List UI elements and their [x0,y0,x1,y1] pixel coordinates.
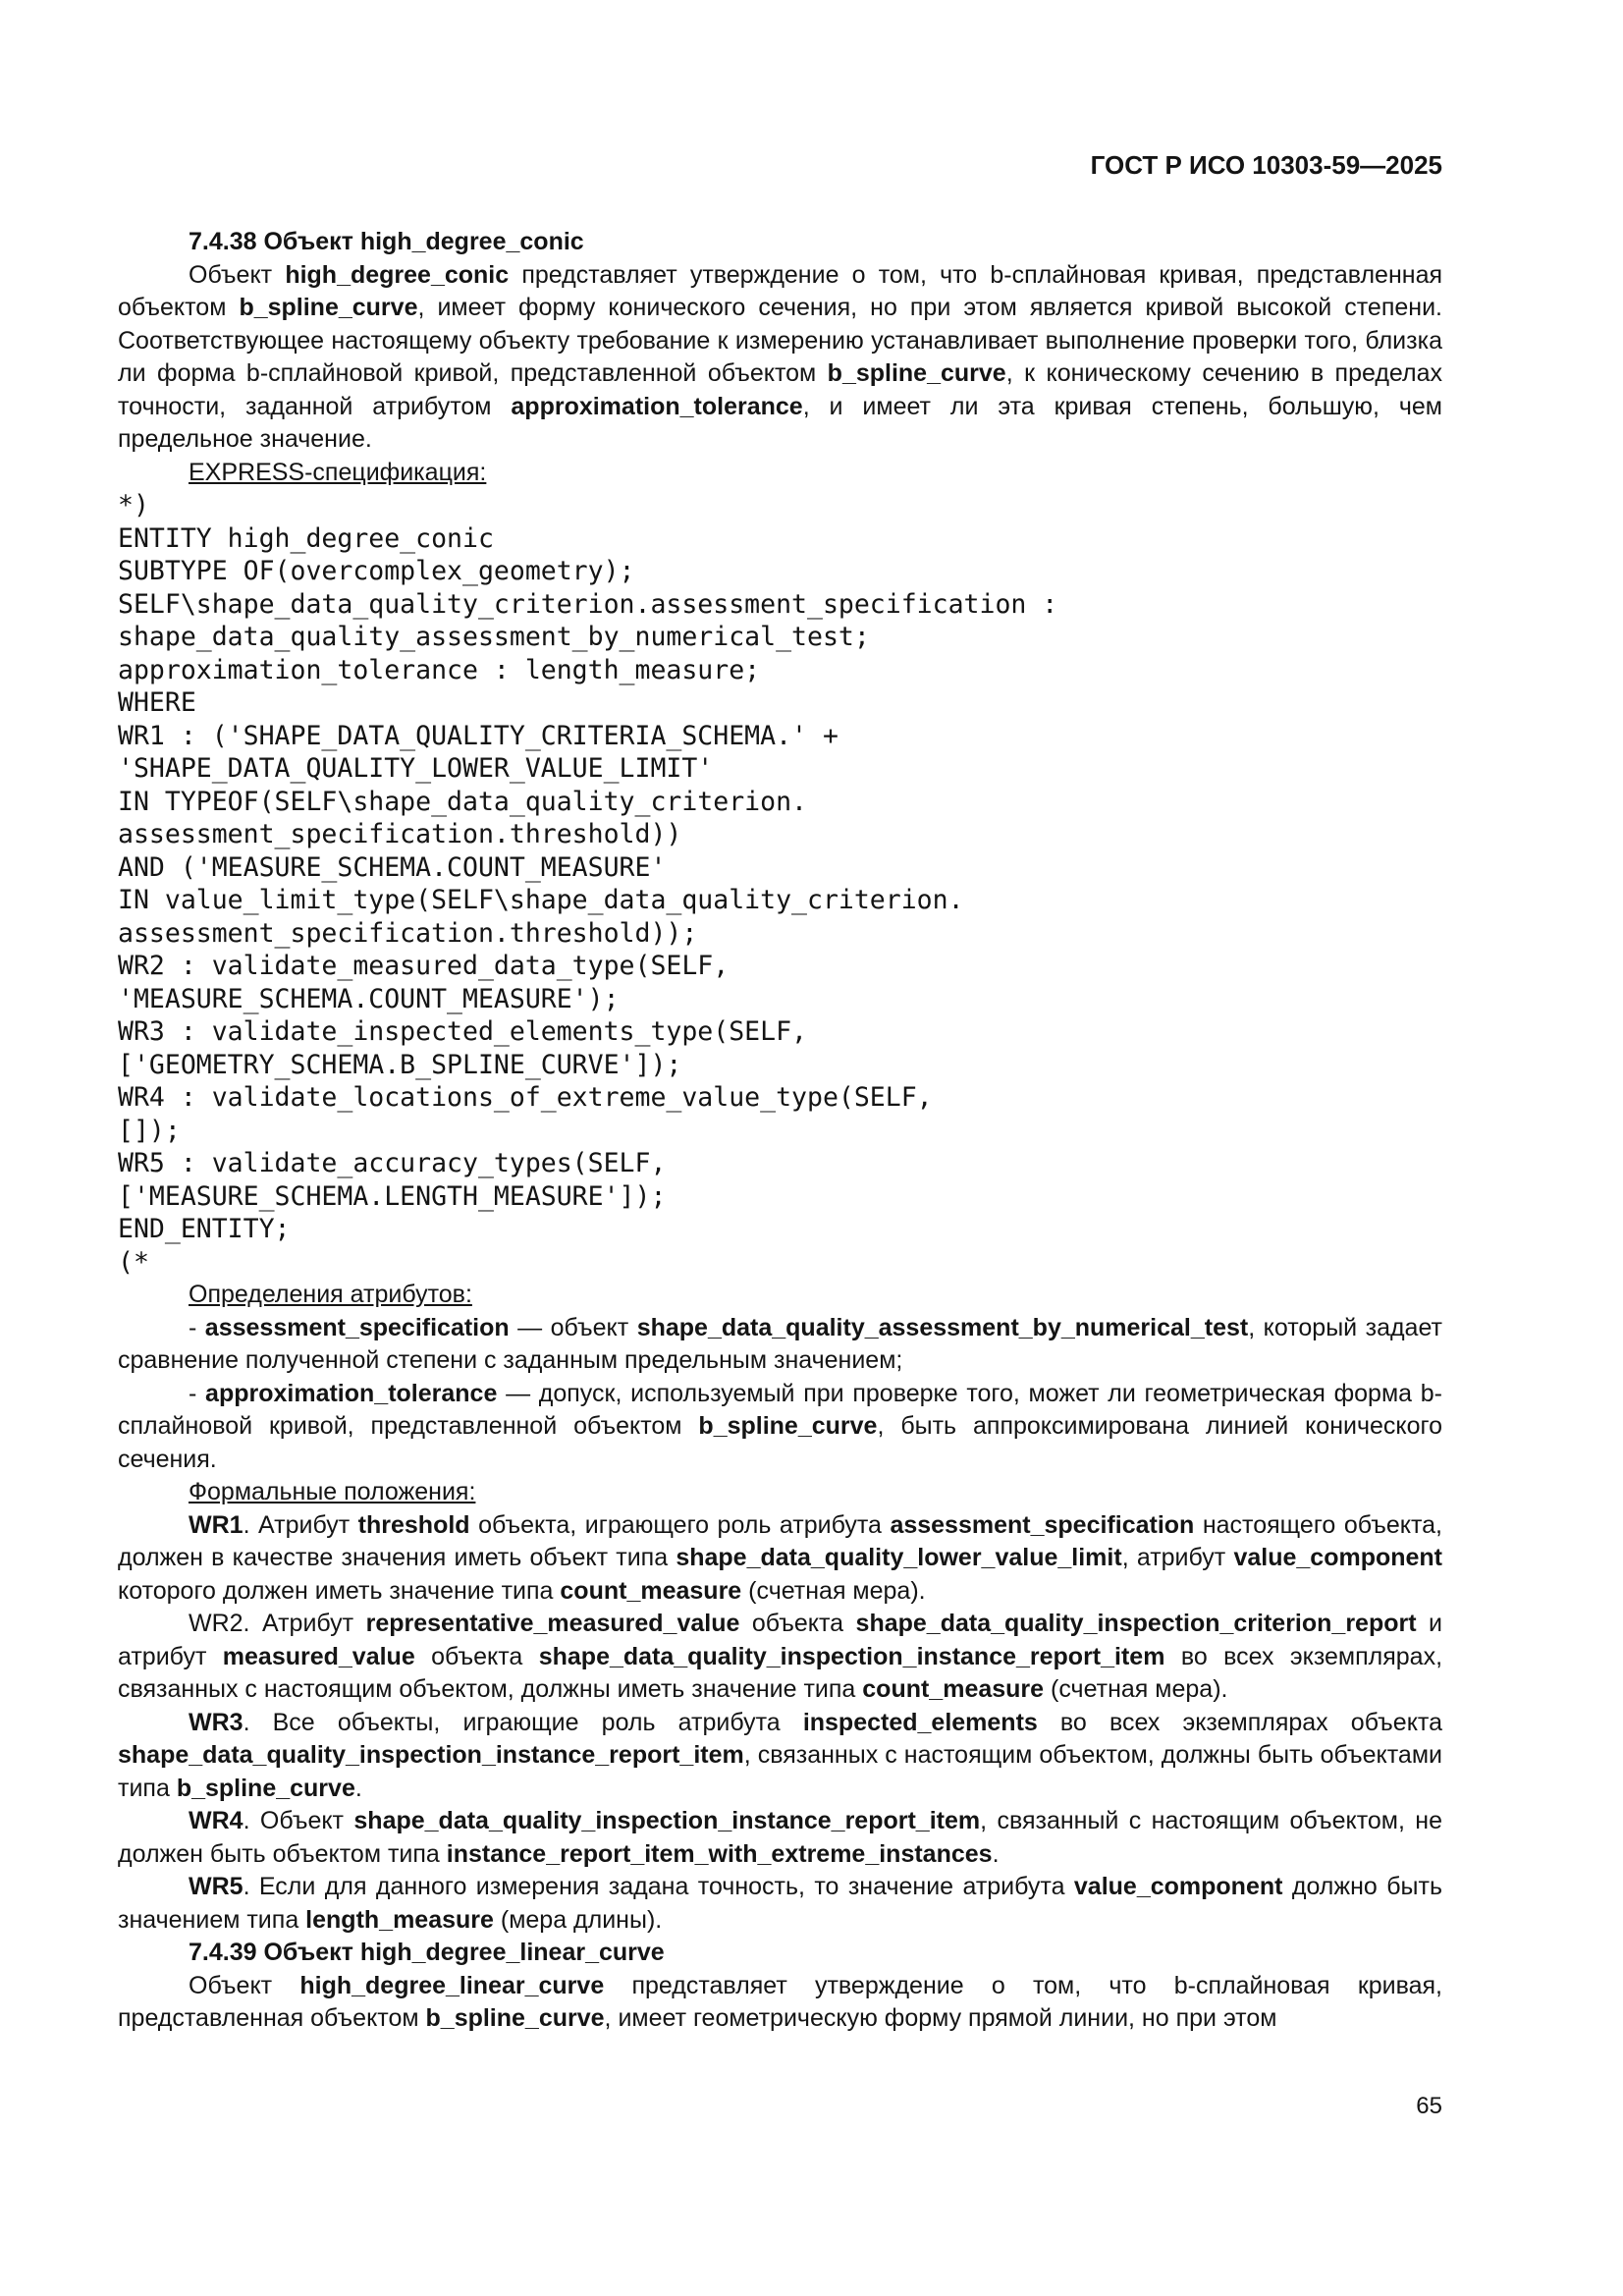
bold-term: value_component [1073,1873,1283,1900]
code-line: *) [118,490,149,520]
code-line: WR3 : validate_inspected_elements_type(SELF, [118,1016,807,1047]
text-run: . Если для данного измерения задана точность, то значение атрибута [243,1873,1074,1900]
bold-term: WR4 [189,1807,243,1834]
text-run: — допуск, используемый при проверке того, может ли геометрическая форма b-сплайновой кривой, представленной объектом [118,1379,1442,1440]
subsection-label [118,1476,1442,1509]
code-line: AND ('MEASURE_SCHEMA.COUNT_MEASURE' [118,851,667,883]
paragraph [118,1608,1442,1707]
bold-term: approximation_tolerance [511,392,803,420]
code-line: WR4 : validate_locations_of_extreme_value_type(SELF, [118,1082,933,1113]
text-run: и атрибут [118,1610,1442,1670]
underlined-label: EXPRESS-спецификация: [189,458,487,486]
document-header: ГОСТ Р ИСО 10303-59—2025 [1090,150,1442,180]
paragraph [118,1509,1442,1609]
text-run: . [354,1774,362,1802]
text-run: , и имеет ли эта кривая степень, большую, чем предельное значение. [118,392,1442,453]
text-run: . [992,1839,1000,1868]
bold-term: representative_measured_value [365,1610,740,1637]
text-run: должно быть значением типа [118,1873,1442,1934]
bold-term: threshold [357,1510,470,1539]
text-run: которого должен иметь значение типа [118,1576,561,1605]
page-number: 65 [1416,2093,1442,2119]
bold-term: assessment_specification [890,1510,1195,1539]
bold-term: count_measure [560,1576,742,1605]
code-line: []); [118,1115,181,1146]
bold-term: shape_data_quality_inspection_criterion_report [855,1610,1417,1637]
bold-term: shape_data_quality_assessment_by_numerical_test [636,1313,1249,1341]
bold-term: measured_value [222,1642,415,1670]
code-line: shape_data_quality_assessment_by_numerical_test; [118,622,870,652]
code-line: assessment_specification.threshold)); [118,917,698,949]
text-run: . Объект [243,1807,354,1834]
bold-term: b_spline_curve [176,1774,355,1802]
text-run: , имеет форму конического сечения, но при этом является кривой высокой степени. Соответствующее настоящему объекту требование к измерению устанавливает выполнение проверки того, близка ли форма b-сплайновой кривой, представленной объектом [118,294,1442,387]
subsection-label [118,1279,1442,1312]
code-line: END_ENTITY; [118,1214,291,1244]
text-run: Объект [189,1971,300,1999]
code-line: WR1 : ('SHAPE_DATA_QUALITY_CRITERIA_SCHEMA.' + [118,720,839,751]
text-run: представляет утверждение о том, что b-сплайновая кривая, представленная объектом [118,1971,1443,2032]
section-heading: 7.4.38 Объект high_degree_conic [189,228,584,255]
paragraph [118,1970,1442,2036]
text-run: Объект [189,260,286,289]
bold-term: WR1 [189,1510,243,1539]
bold-term: instance_report_item_with_extreme_instances [446,1839,993,1868]
text-run: WR2. Атрибут [189,1610,366,1637]
bold-term: assessment_specification [204,1313,510,1341]
text-run: настоящего объекта, должен в качестве значения иметь объект типа [118,1510,1442,1571]
bold-term: value_component [1233,1544,1443,1571]
bold-term: b_spline_curve [239,294,418,321]
underlined-label: Формальные положения: [189,1478,476,1505]
text-run: . Все объекты, играющие роль атрибута [243,1708,803,1736]
text-run: (счетная мера). [741,1576,926,1605]
bold-term: inspected_elements [802,1708,1038,1736]
paragraph [118,1871,1442,1937]
text-run: - [189,1313,205,1341]
express-code-block [118,489,1442,1279]
code-line: 'SHAPE_DATA_QUALITY_LOWER_VALUE_LIMIT' [118,753,714,784]
text-run: объекта [414,1642,539,1670]
text-run: представляет утверждение о том, что b-сплайновая кривая, представленная объектом [118,260,1443,321]
text-run: во всех экземплярах объекта [1037,1708,1442,1736]
code-line: assessment_specification.threshold)) [118,819,682,849]
text-run: , связанных с настоящим объектом, должны быть объектами типа [118,1741,1442,1802]
text-run: , имеет геометрическую форму прямой линии, но при этом [604,2004,1277,2032]
text-run: объекта, играющего роль атрибута [469,1510,891,1539]
paragraph [118,1707,1442,1806]
bold-term: b_spline_curve [425,2004,605,2032]
bold-term: high_degree_conic [285,260,510,289]
code-line: (* [118,1246,149,1278]
bold-term: high_degree_linear_curve [299,1971,605,1999]
text-run: , к коническому сечению в пределах точности, заданной атрибутом [118,359,1442,420]
paragraph [118,1805,1442,1871]
text-run: объекта [739,1610,856,1637]
code-line: WR5 : validate_accuracy_types(SELF, [118,1148,667,1178]
text-run: , атрибут [1121,1544,1234,1571]
bold-term: b_spline_curve [827,359,1006,387]
paragraph [118,259,1442,457]
code-line: WHERE [118,687,196,718]
code-line: SUBTYPE OF(overcomplex_geometry); [118,556,635,586]
code-line: ['MEASURE_SCHEMA.LENGTH_MEASURE']); [118,1180,667,1212]
bold-term: shape_data_quality_inspection_instance_report_item [353,1807,981,1834]
subsection-label [118,457,1442,490]
bold-term: shape_data_quality_inspection_instance_report_item [118,1741,744,1769]
bold-term: count_measure [862,1675,1045,1703]
text-run: во всех экземплярах, связанных с настоящим объектом, должны иметь значение типа [118,1642,1443,1703]
bold-term: WR5 [189,1873,243,1900]
section-heading: 7.4.39 Объект high_degree_linear_curve [189,1939,665,1966]
paragraph [118,1312,1442,1378]
code-line: 'MEASURE_SCHEMA.COUNT_MEASURE'); [118,983,620,1014]
bold-term: shape_data_quality_inspection_instance_report_item [538,1642,1165,1670]
text-run: , который задает сравнение полученной степени с заданным предельным значением; [118,1313,1442,1374]
code-line: WR2 : validate_measured_data_type(SELF, [118,951,730,981]
code-line: ENTITY high_degree_conic [118,522,494,554]
code-line: IN value_limit_type(SELF\shape_data_quality_criterion. [118,885,964,915]
text-run: (мера длины). [493,1905,663,1934]
text-run: , быть аппроксимирована линией конического сечения. [118,1412,1442,1473]
bold-term: shape_data_quality_lower_value_limit [676,1544,1122,1571]
bold-term: b_spline_curve [698,1412,878,1440]
bold-term: approximation_tolerance [205,1379,498,1407]
code-line: IN TYPEOF(SELF\shape_data_quality_criterion. [118,786,807,817]
paragraph [118,1378,1442,1477]
document-body [118,226,1442,2036]
code-line: approximation_tolerance : length_measure; [118,654,761,685]
code-line: SELF\shape_data_quality_criterion.assessment_specification : [118,588,1058,620]
bold-term: length_measure [305,1905,494,1934]
text-run: . Атрибут [243,1510,358,1539]
text-run: — объект [509,1313,637,1341]
text-run: - [189,1379,206,1407]
bold-term: WR3 [189,1708,243,1736]
text-run: (счетная мера). [1044,1675,1228,1703]
underlined-label: Определения атрибутов: [189,1281,472,1308]
text-run: , связанный с настоящим объектом, не должен быть объектом типа [118,1807,1442,1868]
code-line: ['GEOMETRY_SCHEMA.B_SPLINE_CURVE']); [118,1049,682,1080]
